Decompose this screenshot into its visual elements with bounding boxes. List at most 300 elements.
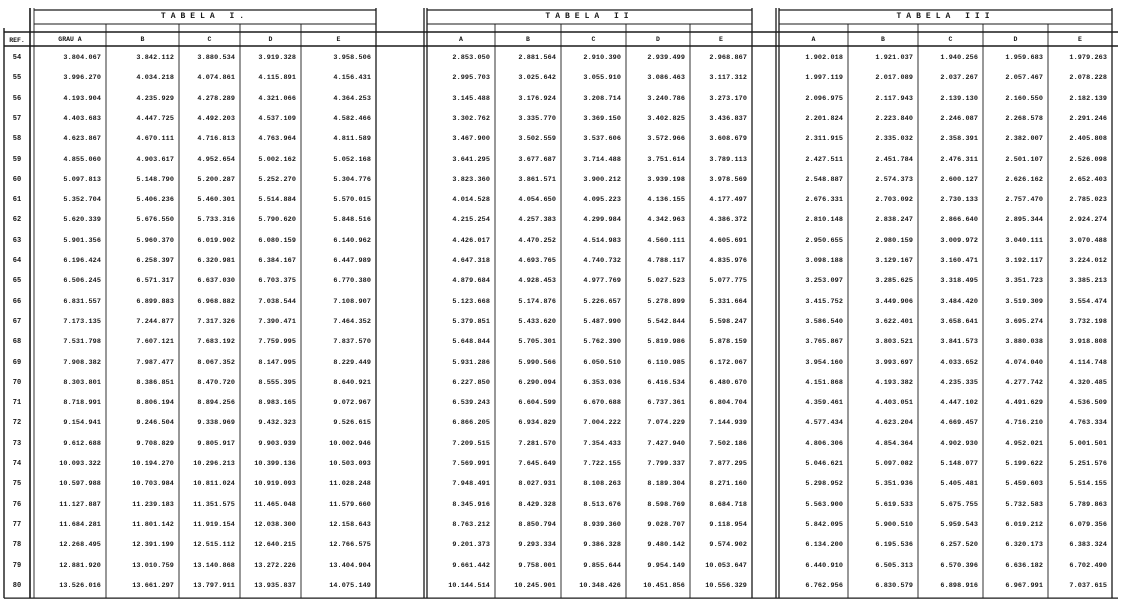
table-cell: 3.025.642 bbox=[518, 74, 556, 83]
table-cell: 10.348.426 bbox=[579, 581, 621, 590]
table-cell: 5.901.356 bbox=[63, 236, 101, 245]
table-cell: 5.002.162 bbox=[258, 155, 296, 164]
table-cell: 10.703.984 bbox=[132, 480, 174, 489]
table-cell: 5.819.986 bbox=[647, 338, 685, 347]
table-cell: 9.758.001 bbox=[518, 561, 556, 570]
table-cell: 6.934.829 bbox=[518, 419, 556, 428]
table-cell: 2.057.467 bbox=[1005, 74, 1043, 83]
table-cell: 2.910.390 bbox=[583, 54, 621, 62]
table-cell: 5.278.899 bbox=[647, 297, 685, 306]
ref-number: 62 bbox=[12, 216, 22, 225]
table-cell: 4.321.066 bbox=[258, 94, 296, 103]
table-cell: 10.451.856 bbox=[643, 581, 685, 590]
table-cell: 2.626.162 bbox=[1005, 175, 1043, 184]
table-cell: 8.718.991 bbox=[63, 399, 101, 408]
table-cell: 5.001.501 bbox=[1069, 439, 1107, 448]
table-cell: 3.519.309 bbox=[1005, 297, 1043, 306]
table-cell: 5.959.543 bbox=[940, 520, 978, 529]
table-cell: 5.931.286 bbox=[452, 358, 490, 367]
table-cell: 4.835.976 bbox=[709, 257, 747, 265]
table-cell: 3.954.160 bbox=[805, 358, 843, 367]
column-header: E bbox=[336, 36, 341, 43]
table-cell: 3.732.198 bbox=[1069, 317, 1107, 326]
table-cell: 3.695.274 bbox=[1005, 317, 1043, 326]
table-cell: 4.403.683 bbox=[63, 114, 101, 123]
table-cell: 12.268.495 bbox=[59, 541, 101, 550]
table-cell: 5.789.863 bbox=[1069, 500, 1107, 509]
ref-number: 72 bbox=[12, 419, 22, 428]
ref-number: 78 bbox=[12, 541, 22, 550]
table-cell: 3.273.170 bbox=[709, 94, 747, 103]
table-group-title: TABELA III bbox=[896, 12, 995, 21]
ref-number: 77 bbox=[12, 520, 22, 529]
table-cell: 4.623.867 bbox=[63, 135, 101, 144]
table-cell: 3.537.606 bbox=[583, 135, 621, 144]
table-cell: 6.804.704 bbox=[709, 399, 747, 408]
table-cell: 9.903.939 bbox=[258, 439, 296, 448]
column-header: A bbox=[811, 36, 816, 43]
table-cell: 4.403.051 bbox=[875, 399, 913, 408]
table-cell: 3.318.495 bbox=[940, 277, 978, 286]
table-cell: 6.637.030 bbox=[197, 277, 235, 286]
table-cell: 8.763.212 bbox=[452, 520, 490, 529]
table-cell: 7.502.186 bbox=[709, 439, 747, 448]
table-cell: 4.693.765 bbox=[518, 257, 556, 265]
table-cell: 8.640.921 bbox=[333, 378, 371, 387]
table-cell: 5.733.316 bbox=[197, 216, 235, 225]
table-cell: 4.115.891 bbox=[258, 74, 296, 83]
table-cell: 3.641.295 bbox=[452, 155, 490, 164]
column-header: D bbox=[268, 36, 273, 43]
table-cell: 1.940.256 bbox=[940, 54, 978, 62]
table-cell: 1.921.037 bbox=[875, 54, 913, 62]
table-cell: 9.612.688 bbox=[63, 439, 101, 448]
table-cell: 3.993.697 bbox=[875, 358, 913, 367]
table-cell: 9.855.644 bbox=[583, 561, 621, 570]
ref-number: 79 bbox=[12, 561, 22, 570]
table-cell: 7.281.570 bbox=[518, 439, 556, 448]
table-cell: 10.002.946 bbox=[329, 439, 371, 448]
table-cell: 7.722.155 bbox=[583, 460, 621, 468]
table-cell: 3.789.113 bbox=[709, 155, 747, 164]
table-cell: 3.978.569 bbox=[709, 175, 747, 184]
table-cell: 6.570.396 bbox=[940, 561, 978, 570]
table-cell: 7.464.352 bbox=[333, 317, 371, 326]
table-cell: 4.582.466 bbox=[333, 114, 371, 123]
table-cell: 7.244.877 bbox=[136, 317, 174, 326]
table-cell: 2.881.564 bbox=[518, 54, 556, 62]
table-cell: 6.196.424 bbox=[63, 257, 101, 265]
table-cell: 6.447.989 bbox=[333, 257, 371, 265]
table-cell: 6.140.962 bbox=[333, 236, 371, 245]
table-cell: 1.959.683 bbox=[1005, 54, 1043, 62]
table-cell: 6.320.173 bbox=[1005, 541, 1043, 550]
ref-number: 63 bbox=[12, 236, 22, 245]
table-cell: 3.484.420 bbox=[940, 297, 978, 306]
table-cell: 9.201.373 bbox=[452, 541, 490, 550]
table-cell: 2.291.246 bbox=[1069, 114, 1107, 123]
table-cell: 2.358.391 bbox=[940, 135, 978, 144]
table-cell: 5.199.622 bbox=[1005, 460, 1043, 468]
table-cell: 4.151.868 bbox=[805, 378, 843, 387]
table-cell: 2.501.107 bbox=[1005, 155, 1043, 164]
table-cell: 4.669.457 bbox=[940, 419, 978, 428]
table-cell: 6.320.981 bbox=[197, 257, 235, 265]
table-cell: 9.432.323 bbox=[258, 419, 296, 428]
table-cell: 2.526.098 bbox=[1069, 155, 1107, 164]
table-cell: 5.226.657 bbox=[583, 297, 621, 306]
table-cell: 3.436.837 bbox=[709, 114, 747, 123]
table-cell: 4.952.654 bbox=[197, 155, 235, 164]
table-cell: 9.574.902 bbox=[709, 541, 747, 550]
table-cell: 2.652.403 bbox=[1069, 175, 1107, 184]
table-cell: 4.952.021 bbox=[1005, 439, 1043, 448]
table-cell: 2.866.640 bbox=[940, 216, 978, 225]
ref-number: 61 bbox=[12, 196, 22, 205]
table-cell: 3.040.111 bbox=[1005, 236, 1043, 245]
table-cell: 4.386.372 bbox=[709, 216, 747, 225]
table-cell: 7.569.991 bbox=[452, 460, 490, 468]
column-header: D bbox=[656, 36, 660, 43]
table-cell: 3.009.972 bbox=[940, 236, 978, 245]
table-cell: 3.751.614 bbox=[647, 155, 685, 164]
table-cell: 7.004.222 bbox=[583, 419, 621, 428]
ref-number: 75 bbox=[12, 480, 22, 489]
table-cell: 2.838.247 bbox=[875, 216, 913, 225]
table-cell: 5.027.523 bbox=[647, 277, 685, 286]
table-cell: 2.017.089 bbox=[875, 74, 913, 83]
table-cell: 10.053.647 bbox=[705, 561, 747, 570]
table-cell: 5.842.095 bbox=[805, 520, 843, 529]
table-cell: 4.193.382 bbox=[875, 378, 913, 387]
table-cell: 8.429.328 bbox=[518, 500, 556, 509]
table-cell: 8.850.794 bbox=[518, 520, 556, 529]
table-cell: 3.996.270 bbox=[63, 74, 101, 83]
table-cell: 4.716.813 bbox=[197, 135, 235, 144]
table-cell: 5.990.566 bbox=[518, 358, 556, 367]
table-cell: 6.440.910 bbox=[805, 561, 843, 570]
table-cell: 8.303.801 bbox=[63, 378, 101, 387]
table-cell: 11.028.248 bbox=[329, 480, 371, 489]
table-cell: 8.229.449 bbox=[333, 358, 371, 367]
table-cell: 12.391.199 bbox=[132, 541, 174, 550]
table-cell: 8.894.256 bbox=[197, 399, 235, 408]
table-cell: 5.046.621 bbox=[805, 460, 843, 468]
table-cell: 4.647.318 bbox=[452, 257, 490, 265]
table-cell: 3.918.808 bbox=[1069, 338, 1107, 347]
table-cell: 2.246.087 bbox=[940, 114, 978, 123]
table-cell: 10.245.901 bbox=[514, 581, 556, 590]
table-cell: 5.620.339 bbox=[63, 216, 101, 225]
ref-number: 65 bbox=[12, 277, 22, 286]
table-cell: 7.354.433 bbox=[583, 439, 621, 448]
ref-number: 67 bbox=[12, 317, 22, 326]
table-cell: 11.579.660 bbox=[329, 500, 371, 509]
table-cell: 2.730.133 bbox=[940, 196, 978, 205]
table-cell: 5.460.301 bbox=[197, 196, 235, 205]
table-cell: 6.480.670 bbox=[709, 378, 747, 387]
table-cell: 2.382.007 bbox=[1005, 135, 1043, 144]
table-cell: 6.831.557 bbox=[63, 297, 101, 306]
table-cell: 7.209.515 bbox=[452, 439, 490, 448]
table-cell: 6.506.245 bbox=[63, 277, 101, 286]
table-cell: 3.919.328 bbox=[258, 54, 296, 62]
table-cell: 9.246.504 bbox=[136, 419, 174, 428]
table-cell: 4.299.984 bbox=[583, 216, 621, 225]
table-cell: 8.983.165 bbox=[258, 399, 296, 408]
table-cell: 13.661.297 bbox=[132, 581, 174, 590]
ref-number: 80 bbox=[12, 581, 22, 590]
table-cell: 10.811.024 bbox=[193, 480, 235, 489]
table-cell: 2.950.655 bbox=[805, 236, 843, 245]
table-cell: 5.900.510 bbox=[875, 520, 913, 529]
table-cell: 4.492.203 bbox=[197, 114, 235, 123]
table-cell: 4.136.155 bbox=[647, 196, 685, 205]
table-cell: 3.369.150 bbox=[583, 114, 621, 123]
column-header: A bbox=[459, 36, 463, 43]
column-header: C bbox=[591, 36, 596, 43]
table-cell: 4.235.335 bbox=[940, 378, 978, 387]
table-cell: 6.290.094 bbox=[518, 378, 556, 387]
table-cell: 7.074.229 bbox=[647, 419, 685, 428]
table-cell: 3.402.825 bbox=[647, 114, 685, 123]
ref-number: 70 bbox=[12, 378, 22, 387]
table-cell: 5.406.236 bbox=[136, 196, 174, 205]
table-cell: 5.459.603 bbox=[1005, 480, 1043, 489]
table-cell: 3.765.867 bbox=[805, 338, 843, 347]
table-cell: 3.160.471 bbox=[940, 257, 978, 265]
table-cell: 6.571.317 bbox=[136, 277, 174, 286]
table-cell: 1.997.119 bbox=[805, 74, 843, 83]
table-cell: 3.658.641 bbox=[940, 317, 978, 326]
table-cell: 3.302.762 bbox=[452, 114, 490, 123]
table-cell: 10.503.093 bbox=[329, 460, 371, 468]
table-cell: 3.129.167 bbox=[875, 257, 913, 265]
table-group-title: TABELA II bbox=[545, 12, 634, 21]
table-cell: 3.467.900 bbox=[452, 135, 490, 144]
table-cell: 4.670.111 bbox=[136, 135, 174, 144]
table-cell: 6.080.159 bbox=[258, 236, 296, 245]
table-cell: 2.096.975 bbox=[805, 94, 843, 103]
table-cell: 4.359.461 bbox=[805, 399, 843, 408]
table-cell: 13.010.759 bbox=[132, 561, 174, 570]
table-cell: 4.320.485 bbox=[1069, 378, 1107, 387]
ref-number: 56 bbox=[12, 94, 22, 103]
table-cell: 3.385.213 bbox=[1069, 277, 1107, 286]
table-cell: 4.364.253 bbox=[333, 94, 371, 103]
table-cell: 9.661.442 bbox=[452, 561, 490, 570]
table-cell: 4.156.431 bbox=[333, 74, 371, 83]
table-cell: 7.390.471 bbox=[258, 317, 296, 326]
table-cell: 3.502.559 bbox=[518, 135, 556, 144]
table-cell: 5.514.155 bbox=[1069, 480, 1107, 489]
table-cell: 3.958.506 bbox=[333, 54, 371, 62]
table-cell: 6.505.313 bbox=[875, 561, 913, 570]
table-cell: 9.526.615 bbox=[333, 419, 371, 428]
table-cell: 3.586.540 bbox=[805, 317, 843, 326]
table-cell: 5.705.301 bbox=[518, 338, 556, 347]
table-cell: 3.861.571 bbox=[518, 175, 556, 184]
column-header: C bbox=[207, 36, 212, 43]
table-cell: 4.215.254 bbox=[452, 216, 490, 225]
table-cell: 3.803.521 bbox=[875, 338, 913, 347]
table-cell: 2.335.032 bbox=[875, 135, 913, 144]
table-cell: 6.227.850 bbox=[452, 378, 490, 387]
table-cell: 8.598.769 bbox=[647, 500, 685, 509]
ref-number: 60 bbox=[12, 175, 22, 184]
table-cell: 3.804.067 bbox=[63, 54, 101, 62]
table-cell: 5.405.481 bbox=[940, 480, 978, 489]
ref-number: 64 bbox=[12, 257, 22, 265]
table-cell: 5.563.900 bbox=[805, 500, 843, 509]
table-cell: 7.837.570 bbox=[333, 338, 371, 347]
table-cell: 8.189.304 bbox=[647, 480, 685, 489]
table-cell: 5.732.583 bbox=[1005, 500, 1043, 509]
table-cell: 6.770.380 bbox=[333, 277, 371, 286]
ref-number: 66 bbox=[12, 297, 22, 306]
table-cell: 3.055.910 bbox=[583, 74, 621, 83]
table-cell: 5.570.015 bbox=[333, 196, 371, 205]
table-cell: 3.240.786 bbox=[647, 94, 685, 103]
table-cell: 6.604.599 bbox=[518, 399, 556, 408]
table-cell: 5.052.168 bbox=[333, 155, 371, 164]
table-cell: 3.572.966 bbox=[647, 135, 685, 144]
table-cell: 2.548.887 bbox=[805, 175, 843, 184]
table-cell: 3.098.188 bbox=[805, 257, 843, 265]
table-cell: 8.027.931 bbox=[518, 480, 556, 489]
table-cell: 2.600.127 bbox=[940, 175, 978, 184]
table-cell: 4.447.102 bbox=[940, 399, 978, 408]
table-cell: 2.405.808 bbox=[1069, 135, 1107, 144]
table-cell: 4.514.983 bbox=[583, 236, 621, 245]
table-cell: 4.806.306 bbox=[805, 439, 843, 448]
table-cell: 2.078.228 bbox=[1069, 74, 1107, 83]
table-cell: 3.192.117 bbox=[1005, 257, 1043, 265]
table-cell: 5.148.077 bbox=[940, 460, 978, 468]
table-cell: 11.465.048 bbox=[254, 500, 296, 509]
table-cell: 9.154.941 bbox=[63, 419, 101, 428]
table-cell: 3.335.770 bbox=[518, 114, 556, 123]
table-cell: 3.714.488 bbox=[583, 155, 621, 164]
table-cell: 6.383.324 bbox=[1069, 541, 1107, 550]
table-cell: 5.298.952 bbox=[805, 480, 843, 489]
table-cell: 12.038.300 bbox=[254, 520, 296, 529]
table-cell: 2.895.344 bbox=[1005, 216, 1043, 225]
table-cell: 10.399.136 bbox=[254, 460, 296, 468]
column-header: D bbox=[1013, 36, 1018, 43]
table-cell: 3.086.463 bbox=[647, 74, 685, 83]
table-cell: 5.351.936 bbox=[875, 480, 913, 489]
table-cell: 6.079.356 bbox=[1069, 520, 1107, 529]
table-cell: 13.935.837 bbox=[254, 581, 296, 590]
table-cell: 4.560.111 bbox=[647, 236, 685, 245]
table-cell: 4.342.963 bbox=[647, 216, 685, 225]
table-cell: 3.253.097 bbox=[805, 277, 843, 286]
table-cell: 6.416.534 bbox=[647, 378, 685, 387]
table-cell: 7.799.337 bbox=[647, 460, 685, 468]
table-cell: 3.900.212 bbox=[583, 175, 621, 184]
table-cell: 11.127.887 bbox=[59, 500, 101, 509]
table-cell: 11.684.281 bbox=[59, 520, 101, 529]
table-cell: 2.311.915 bbox=[805, 135, 843, 144]
table-cell: 6.737.361 bbox=[647, 399, 685, 408]
table-cell: 14.075.149 bbox=[329, 581, 371, 590]
table-cell: 9.805.917 bbox=[197, 439, 235, 448]
table-cell: 3.622.401 bbox=[875, 317, 913, 326]
table-cell: 2.968.867 bbox=[709, 54, 747, 62]
ref-column-header: REF. bbox=[9, 37, 25, 44]
table-cell: 7.987.477 bbox=[136, 358, 174, 367]
ref-number: 69 bbox=[12, 358, 22, 367]
table-cell: 5.960.370 bbox=[136, 236, 174, 245]
table-cell: 10.194.270 bbox=[132, 460, 174, 468]
table-cell: 6.050.510 bbox=[583, 358, 621, 367]
table-cell: 4.788.117 bbox=[647, 257, 685, 265]
table-cell: 6.257.520 bbox=[940, 541, 978, 550]
ref-number: 59 bbox=[12, 155, 22, 164]
table-cell: 12.640.215 bbox=[254, 541, 296, 550]
table-cell: 4.537.109 bbox=[258, 114, 296, 123]
table-cell: 4.740.732 bbox=[583, 257, 621, 265]
table-cell: 9.708.829 bbox=[136, 439, 174, 448]
table-cell: 4.470.252 bbox=[518, 236, 556, 245]
table-cell: 12.158.643 bbox=[329, 520, 371, 529]
ref-number: 55 bbox=[12, 74, 22, 83]
table-cell: 7.908.382 bbox=[63, 358, 101, 367]
table-cell: 3.208.714 bbox=[583, 94, 621, 103]
table-cell: 11.239.183 bbox=[132, 500, 174, 509]
table-cell: 4.095.223 bbox=[583, 196, 621, 205]
table-cell: 12.881.920 bbox=[59, 561, 101, 570]
table-cell: 4.623.204 bbox=[875, 419, 913, 428]
table-cell: 4.074.861 bbox=[197, 74, 235, 83]
table-cell: 2.139.130 bbox=[940, 94, 978, 103]
table-cell: 4.902.930 bbox=[940, 439, 978, 448]
table-cell: 3.842.112 bbox=[136, 54, 174, 62]
table-cell: 4.536.509 bbox=[1069, 399, 1107, 408]
ref-number: 71 bbox=[12, 399, 22, 408]
table-cell: 11.801.142 bbox=[132, 520, 174, 529]
table-cell: 4.447.725 bbox=[136, 114, 174, 123]
table-cell: 2.268.578 bbox=[1005, 114, 1043, 123]
table-cell: 6.702.490 bbox=[1069, 561, 1107, 570]
table-cell: 4.034.218 bbox=[136, 74, 174, 83]
table-cell: 5.148.790 bbox=[136, 175, 174, 184]
table-cell: 9.480.142 bbox=[647, 541, 685, 550]
table-cell: 9.118.954 bbox=[709, 520, 747, 529]
table-cell: 5.514.884 bbox=[258, 196, 296, 205]
table-cell: 2.757.470 bbox=[1005, 196, 1043, 205]
table-cell: 4.855.060 bbox=[63, 155, 101, 164]
ref-number: 54 bbox=[12, 54, 22, 62]
table-group-title: TABELA I. bbox=[160, 12, 250, 21]
table-cell: 3.351.723 bbox=[1005, 277, 1043, 286]
table-cell: 13.404.904 bbox=[329, 561, 371, 570]
table-cell: 6.967.991 bbox=[1005, 581, 1043, 590]
ref-number: 73 bbox=[12, 439, 22, 448]
table-cell: 5.379.851 bbox=[452, 317, 490, 326]
table-cell: 13.272.226 bbox=[254, 561, 296, 570]
table-cell: 7.877.295 bbox=[709, 460, 747, 468]
table-cell: 4.193.904 bbox=[63, 94, 101, 103]
table-cell: 5.762.390 bbox=[583, 338, 621, 347]
column-header: B bbox=[140, 36, 145, 43]
table-cell: 12.766.575 bbox=[329, 541, 371, 550]
table-cell: 5.304.776 bbox=[333, 175, 371, 184]
table-cell: 6.968.882 bbox=[197, 297, 235, 306]
table-cell: 5.675.755 bbox=[940, 500, 978, 509]
table-cell: 5.619.533 bbox=[875, 500, 913, 509]
